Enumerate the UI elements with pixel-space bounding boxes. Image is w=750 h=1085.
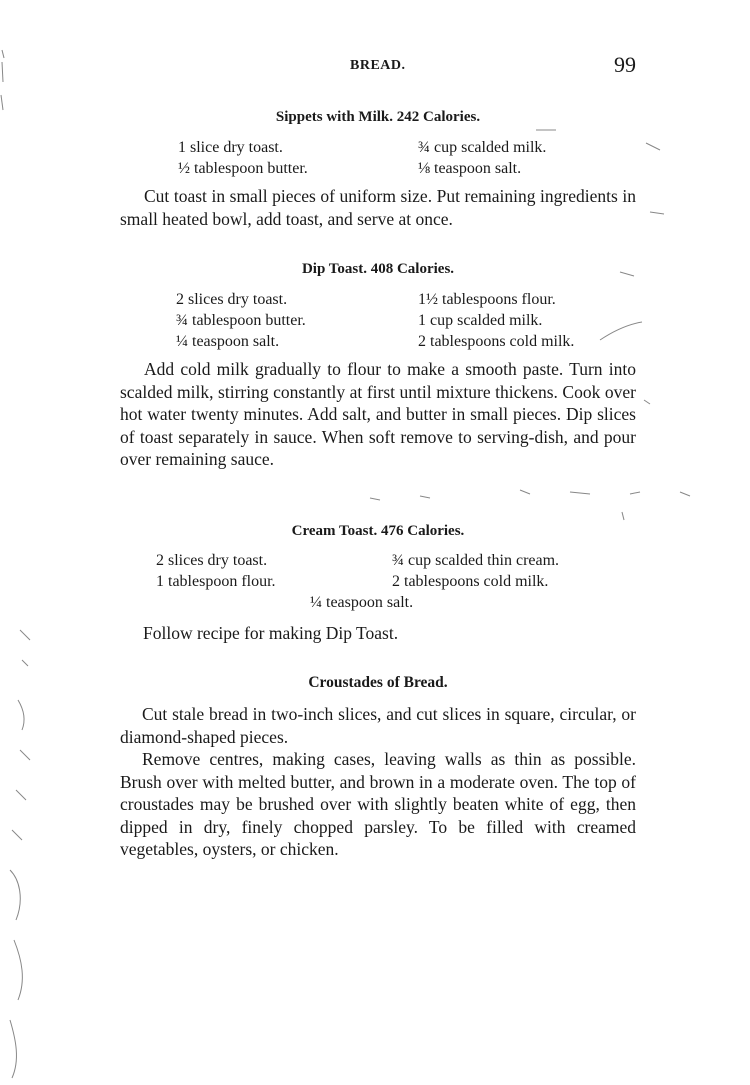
recipe-directions-dip-toast: Add cold milk gradually to flour to make a smooth paste. Turn into scalded milk, stirring constantly at first until mixture thickens. Cook over hot water twenty minutes. Add salt, and butter in small pieces. Dip slices of toast separately in sauce. When soft remove to serving-dish, and pour over remaining sauce. — [120, 359, 636, 469]
recipe-title-dip-toast: Dip Toast. 408 Calories. — [301, 261, 455, 277]
recipe-title-cream-toast: Cream Toast. 476 Calories. — [291, 523, 465, 539]
ingredient: ¾ cup scalded thin cream. — [392, 552, 560, 569]
ingredient: 2 slices dry toast. — [176, 291, 288, 308]
recipe-directions-cream-toast: Follow recipe for making Dip Toast. — [143, 623, 399, 643]
recipe-directions-croustades-2: Remove centres, making cases, leaving walls as thin as possible. Brush over with melted butter, and brown in a moderate oven. The top of croustades may be brushed over with slightly beaten white of egg, then dipped in dry, finely chopped parsley. To be filled with creamed vegetables, oysters, or chicken. — [120, 749, 636, 859]
ingredient: 2 slices dry toast. — [156, 552, 268, 569]
ingredient: ⅛ teaspoon salt. — [418, 160, 522, 177]
ingredient: ½ tablespoon butter. — [178, 160, 308, 177]
ingredient: 1 slice dry toast. — [178, 139, 283, 156]
recipe-title-croustades: Croustades of Bread. — [308, 674, 448, 691]
ingredient: ¼ teaspoon salt. — [176, 333, 280, 350]
page-number: 99 — [614, 52, 636, 77]
recipe-title-sippets: Sippets with Milk. 242 Calories. — [275, 109, 481, 125]
recipe-directions-sippets: Cut toast in small pieces of uniform size. Put remaining ingredients in small heated bowl, add toast, and serve at once. — [120, 186, 636, 229]
ingredient: 2 tablespoons cold milk. — [392, 573, 549, 590]
running-head: BREAD. — [350, 58, 406, 73]
ingredient: 1½ tablespoons flour. — [418, 291, 556, 308]
ingredient: 1 cup scalded milk. — [418, 312, 543, 329]
ingredient: ¾ tablespoon butter. — [176, 312, 306, 329]
ingredient: 2 tablespoons cold milk. — [418, 333, 575, 350]
ingredient: ¼ teaspoon salt. — [310, 594, 414, 611]
ingredient: ¾ cup scalded milk. — [418, 139, 547, 156]
ingredient: 1 tablespoon flour. — [156, 573, 276, 590]
recipe-directions-croustades-1: Cut stale bread in two-inch slices, and cut slices in square, circular, or diamond-shaped pieces. — [120, 704, 636, 747]
